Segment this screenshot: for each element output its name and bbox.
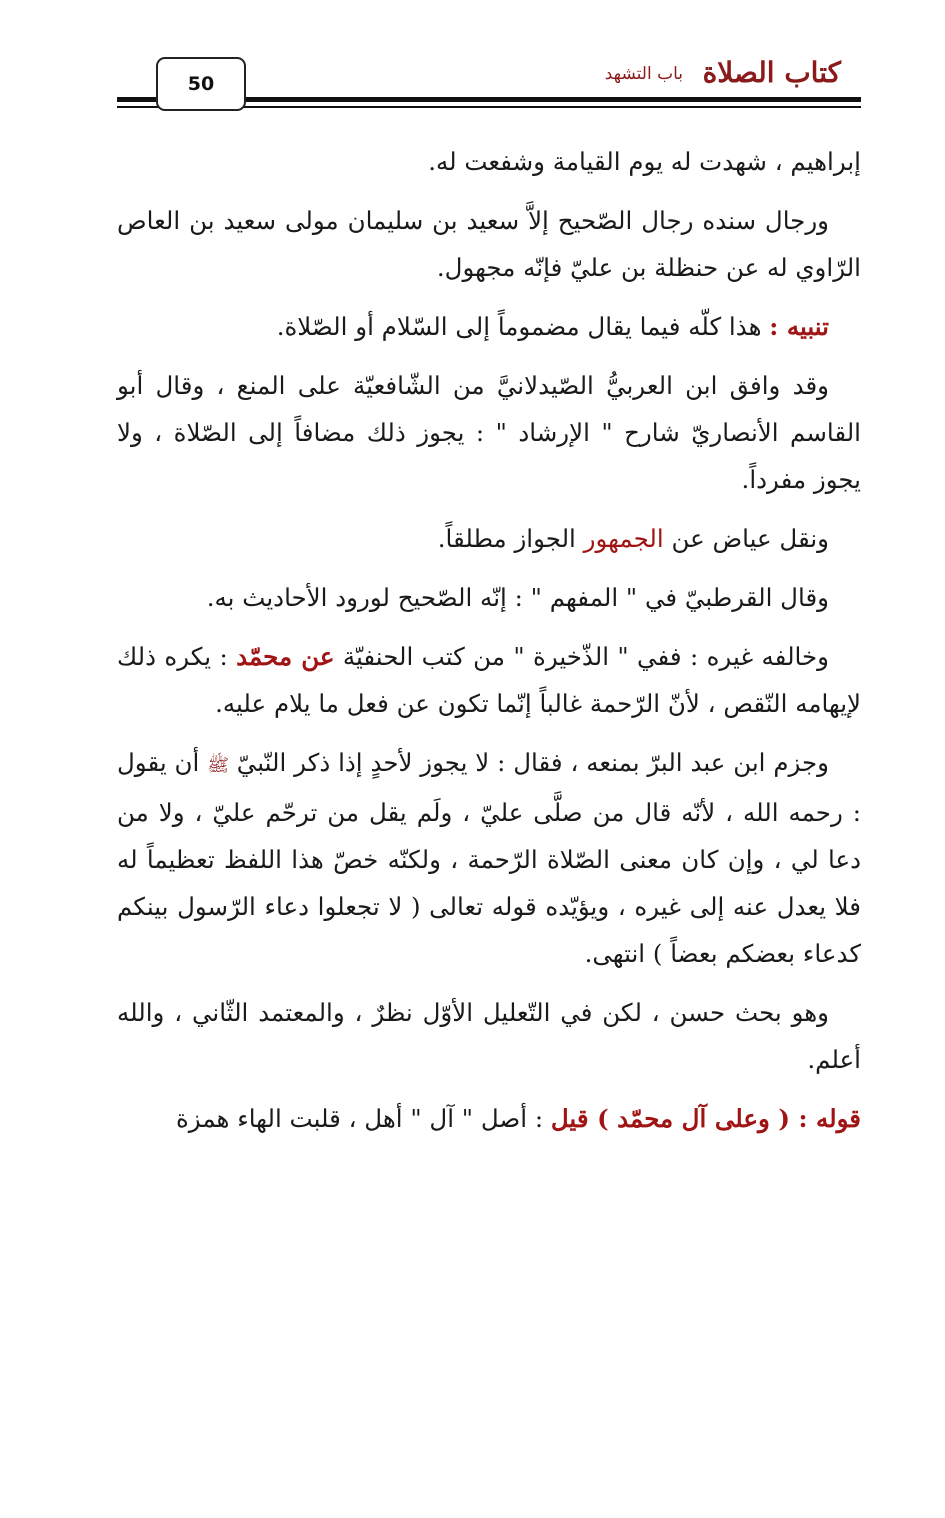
page-header <box>0 0 945 130</box>
paragraph-5 <box>117 515 861 562</box>
paragraph-8 <box>117 739 861 977</box>
page-body <box>117 138 861 1154</box>
paragraph-3 <box>117 303 861 350</box>
paragraph-10 <box>117 1095 861 1142</box>
paragraph-5-start: ونقل عياض عن <box>663 524 829 553</box>
paragraph-10-text: : أصل " آل " أهل ، قلبت الهاء همزة <box>175 1104 551 1133</box>
paragraph-8-start: وجزم ابن عبد البرّ بمنعه ، فقال : لا يجوز لأحدٍ إذا ذكر النّبيّ <box>228 748 829 777</box>
commentary-heading: قوله : ( وعلى آل محمّد ) قيل <box>550 1104 861 1133</box>
paragraph-8-end: أن يقول : رحمه الله ، لأنّه قال من صلَّى عليّ ، ولَم يقل من ترحّم عليّ ، ولا من دعا لي ، وإن كان معنى الصّلاة الرّحمة ، ولكنّه خصّ هذا اللفظ تعظيماً له فلا يعدل عنه إلى غيره ، ويؤيّده قوله تعالى ( لا تجعلوا دعاء الرّسول بينكم كدعاء بعضكم بعضاً ) انتهى. <box>117 748 861 968</box>
paragraph-5-end: الجواز مطلقاً. <box>437 524 584 553</box>
salutation-glyph: ﷺ <box>207 755 229 776</box>
note-text: هذا كلّه فيما يقال مضموماً إلى السّلام أو الصّلاة. <box>276 312 770 341</box>
highlight-jumhur: الجمهور <box>583 524 664 553</box>
paragraph-6: وقال القرطبيّ في " المفهم " : إنّه الصّحيح لورود الأحاديث به. <box>206 583 829 612</box>
page-number: 50 <box>156 57 246 111</box>
paragraph-9: وهو بحث حسن ، لكن في التّعليل الأوّل نظرٌ ، والمعتمد الثّاني ، والله أعلم. <box>117 998 861 1074</box>
paragraph-7 <box>117 633 861 727</box>
book-title: كتاب الصلاة <box>702 56 841 89</box>
paragraph-2: ورجال سنده رجال الصّحيح إلاَّ سعيد بن سليمان مولى سعيد بن العاص الرّاوي له عن حنظلة بن عليّ فإنّه مجهول. <box>117 206 861 282</box>
highlight-muhammad: عن محمّد <box>236 642 335 671</box>
chapter-title: باب التشهد <box>604 64 683 84</box>
paragraph-7-end: : يكره ذلك لإيهامه النّقص ، لأنّ الرّحمة غالباً إنّما تكون عن فعل ما يلام عليه. <box>117 642 861 718</box>
paragraph-1: إبراهيم ، شهدت له يوم القيامة وشفعت له. <box>428 147 861 176</box>
paragraph-4: وقد وافق ابن العربيُّ الصّيدلانيَّ من الشّافعيّة على المنع ، وقال أبو القاسم الأنصاريّ شارح " الإرشاد " : يجوز ذلك مضافاً إلى الصّلاة ، ولا يجوز مفرداً. <box>117 371 861 494</box>
note-label: تنبيه : <box>769 312 829 341</box>
paragraph-7-start: وخالفه غيره : ففي " الذّخيرة " من كتب الحنفيّة <box>334 642 829 671</box>
